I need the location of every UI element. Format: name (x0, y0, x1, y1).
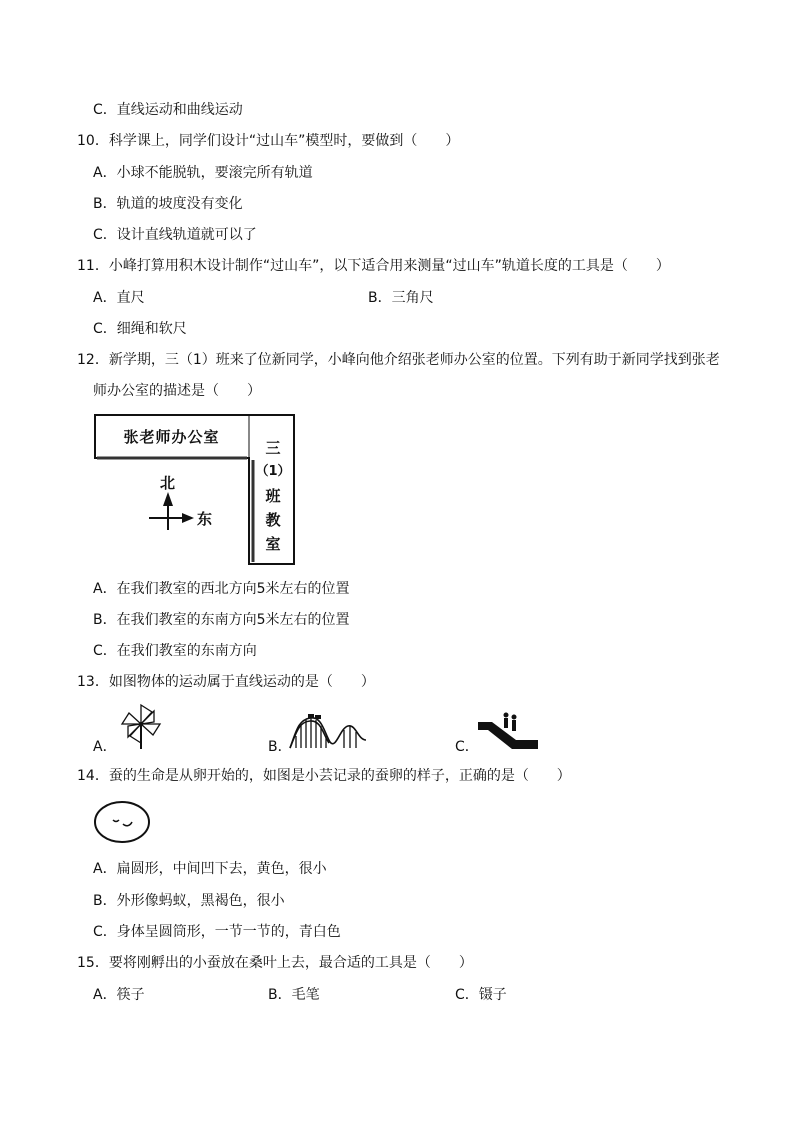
north-label: 北 (160, 474, 176, 492)
classroom-label-char: 室 (265, 535, 281, 553)
q12-option-c: C．在我们教室的东南方向 (93, 643, 257, 659)
q10-option-a: A．小球不能脱轨，要滚完所有轨道 (93, 165, 313, 181)
q14-option-a: A．扁圆形，中间凹下去，黄色，很小 (93, 861, 327, 877)
classroom-label-char: 班 (265, 487, 281, 505)
q12-option-b: B．在我们教室的东南方向5米左右的位置 (93, 612, 350, 628)
roller-coaster-icon (288, 712, 368, 750)
pinwheel-icon (116, 702, 166, 750)
q11-option-a: A．直尺 (93, 290, 145, 306)
q14-option-b: B．外形像蚂蚁，黑褐色，很小 (93, 893, 285, 909)
q11-option-c: C．细绳和软尺 (93, 321, 187, 337)
classroom-label-char: 教 (265, 511, 281, 529)
q10-stem: 10．科学课上，同学们设计“过山车”模型时，要做到（ ） (77, 133, 460, 149)
q15-option-c: C．镊子 (455, 987, 507, 1003)
q13-option-c: C． (455, 739, 479, 755)
escalator-icon (476, 710, 540, 750)
q15-option-b: B．毛笔 (268, 987, 320, 1003)
q10-option-b: B．轨道的坡度没有变化 (93, 196, 243, 212)
q15-stem: 15．要将刚孵出的小蚕放在桑叶上去，最合适的工具是（ ） (77, 955, 473, 971)
q14-stem: 14．蚕的生命是从卵开始的，如图是小芸记录的蚕卵的样子，正确的是（ ） (77, 768, 571, 784)
east-label: 东 (197, 510, 213, 528)
q12-option-a: A．在我们教室的西北方向5米左右的位置 (93, 581, 350, 597)
q13-option-b: B． (268, 739, 292, 755)
classroom-label-char: （1） (255, 464, 291, 479)
silkworm-egg-icon (93, 800, 151, 844)
q14-option-c: C．身体呈圆筒形，一节一节的，青白色 (93, 924, 341, 940)
q9-option-c: C．直线运动和曲线运动 (93, 102, 243, 118)
q12-location-map (94, 414, 298, 566)
q13-option-a: A． (93, 739, 117, 755)
q12-stem-line2: 师办公室的描述是（ ） (93, 383, 261, 399)
q13-stem: 13．如图物体的运动属于直线运动的是（ ） (77, 674, 375, 690)
q15-option-a: A．筷子 (93, 987, 145, 1003)
q12-stem-line1: 12．新学期，三（1）班来了位新同学，小峰向他介绍张老师办公室的位置。下列有助于新同学找到张老 (77, 352, 720, 368)
office-label: 张老师办公室 (123, 428, 220, 446)
q11-stem: 11．小峰打算用积木设计制作“过山车”，以下适合用来测量“过山车”轨道长度的工具是（ ） (77, 258, 670, 274)
q10-option-c: C．设计直线轨道就可以了 (93, 227, 257, 243)
classroom-label (250, 436, 296, 556)
classroom-label-char: 三 (265, 439, 281, 457)
q11-option-b: B．三角尺 (368, 290, 434, 306)
